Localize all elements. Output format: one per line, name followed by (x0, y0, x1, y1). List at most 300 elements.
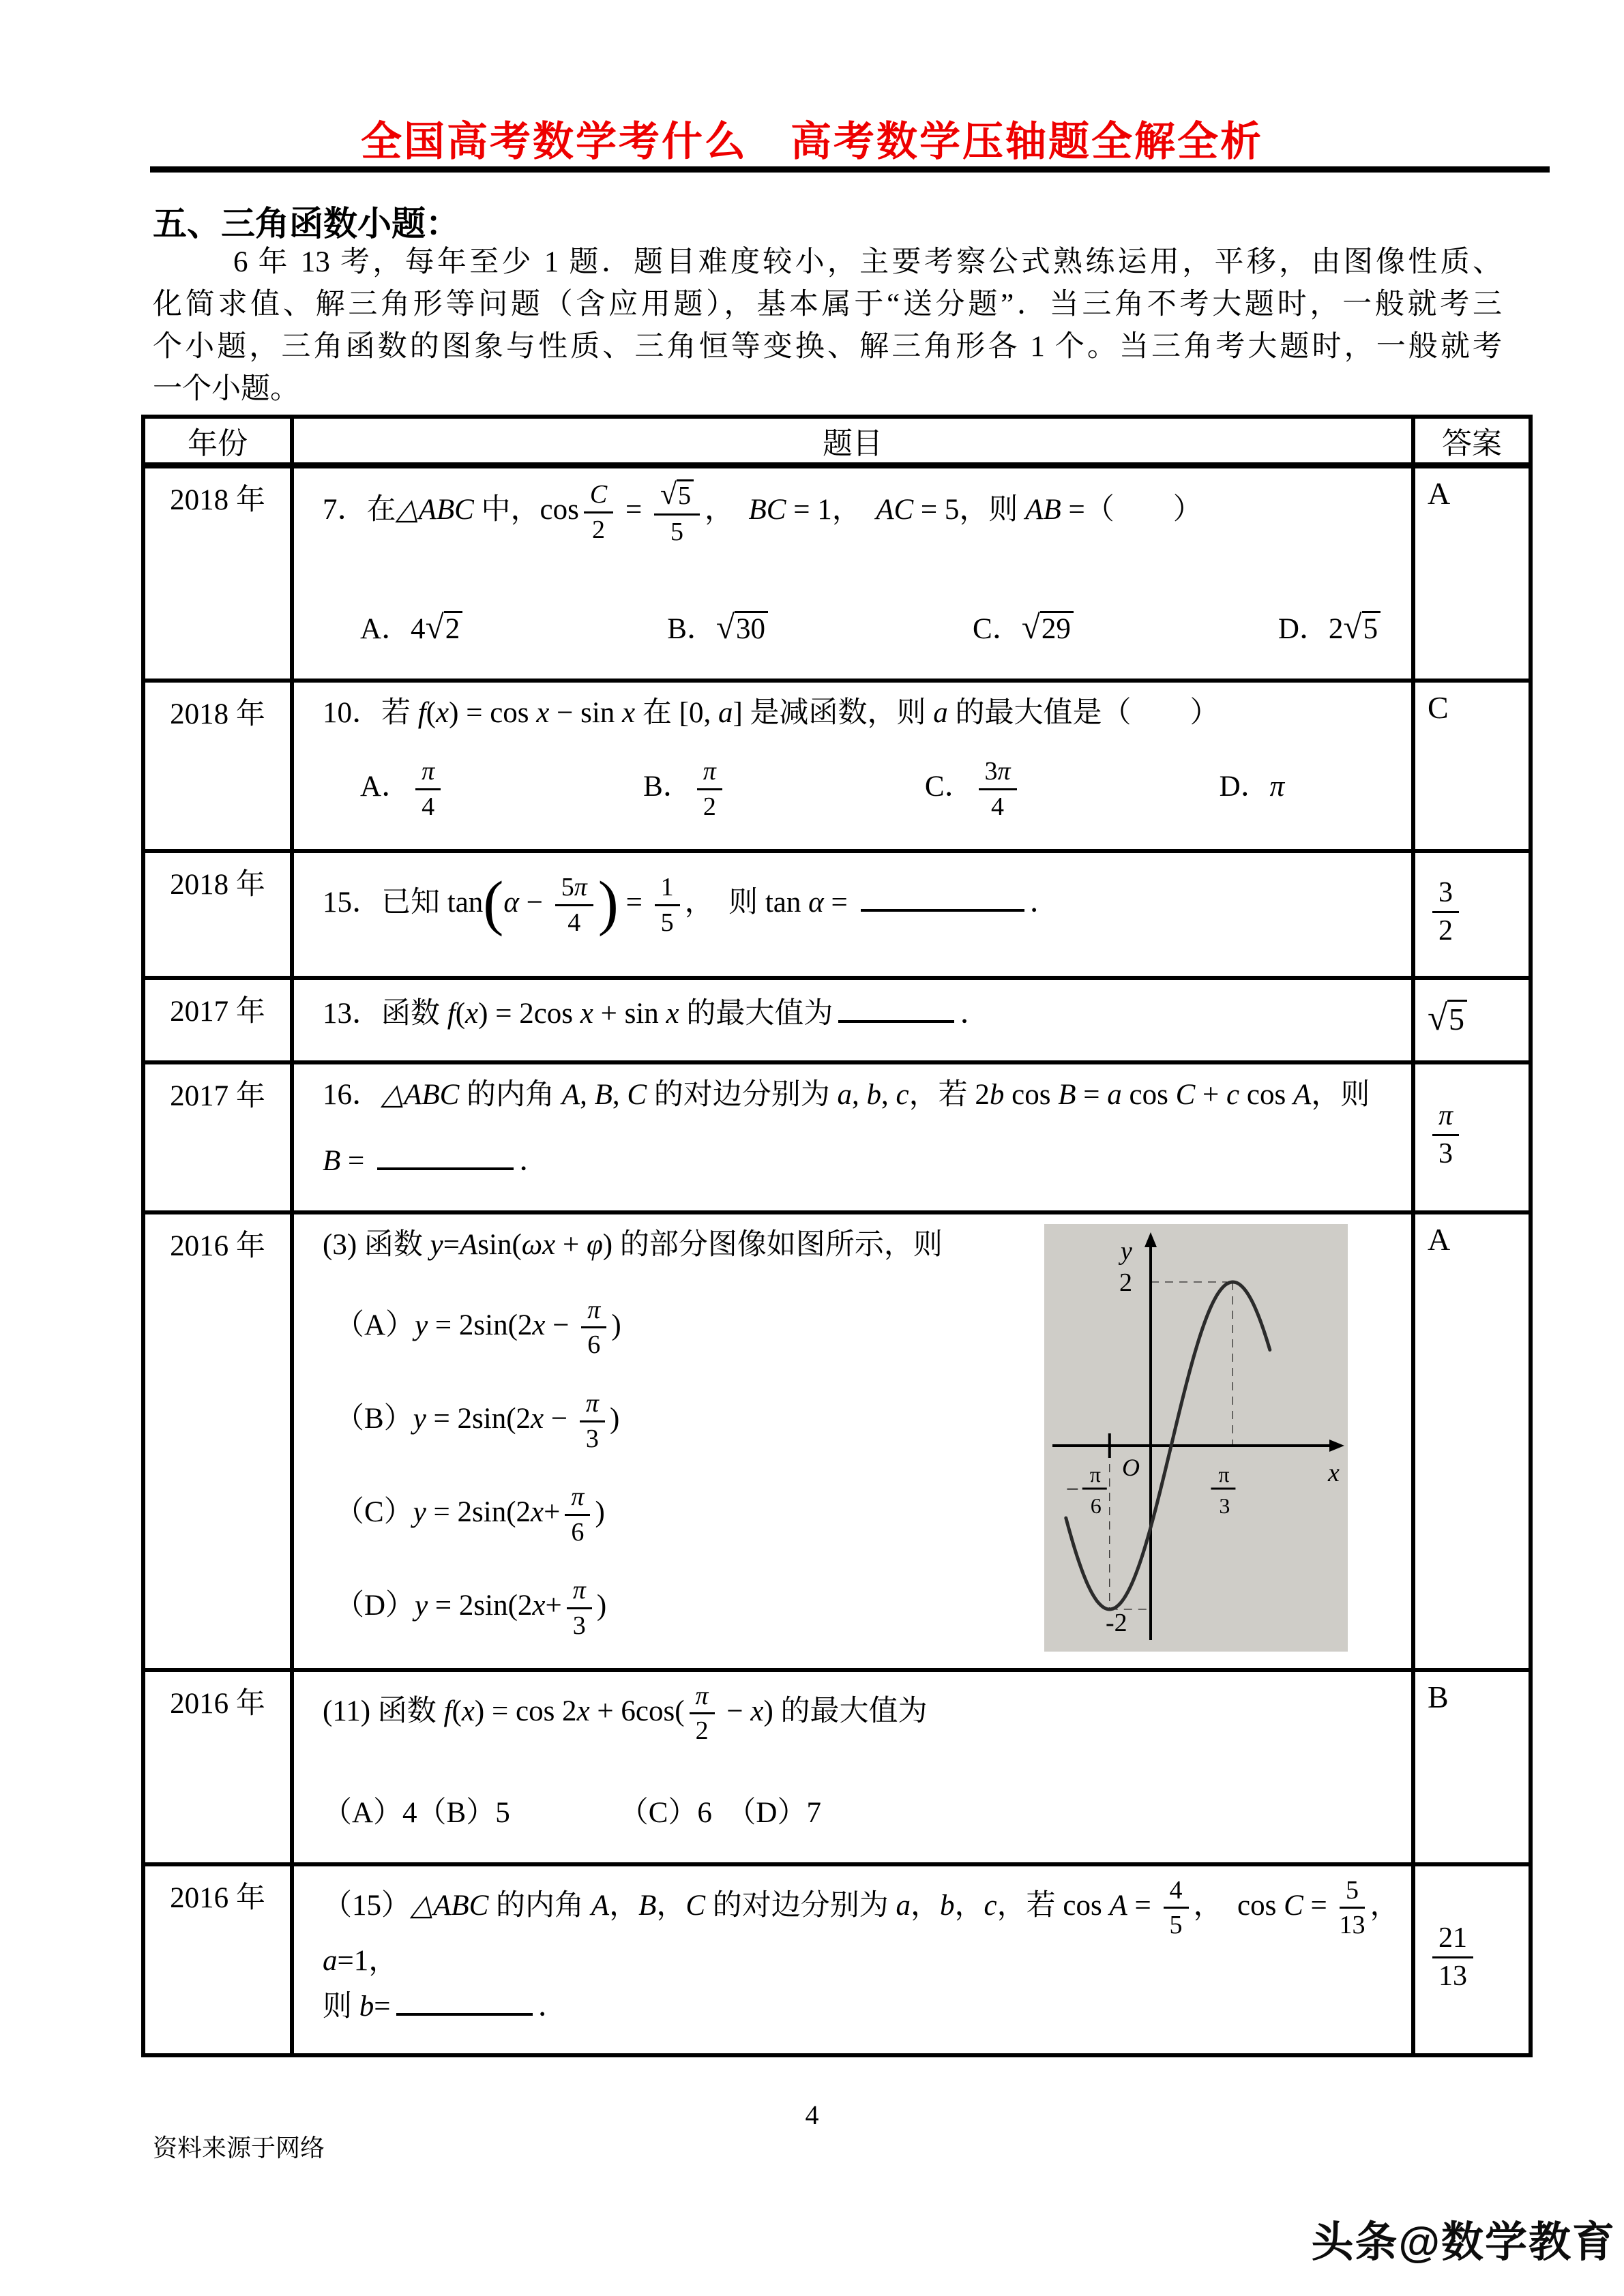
text-run: B． (667, 613, 716, 646)
radical-sign: √ (425, 608, 444, 646)
fraction-numerator (979, 757, 1017, 790)
text-run: 5 (660, 908, 674, 937)
math-variable: A (460, 1228, 478, 1261)
math-variable: b (866, 1078, 882, 1111)
text-run: C． (924, 771, 974, 803)
math-variable: a (896, 1889, 911, 1922)
text-run: ( (452, 1695, 462, 1727)
math-variable: x (666, 997, 679, 1030)
fraction-numerator (580, 1389, 605, 1422)
exam-question-table (141, 415, 1533, 2057)
answer-content (1415, 468, 1529, 675)
math-variable: C (685, 1889, 706, 1922)
pos-tick-den: 3 (1219, 1493, 1230, 1518)
text-run: 2 (1438, 915, 1453, 946)
fraction-denominator (422, 790, 434, 822)
math-variable: c (896, 1078, 909, 1111)
math-variable: x (580, 997, 593, 1030)
answer-content (1415, 683, 1529, 845)
text-run: 3 (1438, 876, 1453, 908)
math-variable: y (430, 1228, 443, 1261)
text-run: ， (1370, 1889, 1415, 1922)
text-run: ) 的最大值为 (763, 1695, 928, 1727)
math-variable: A (561, 1078, 580, 1111)
math-variable: x (536, 696, 550, 729)
source-note: 资料来源于网络 (153, 2134, 325, 2162)
year-cell: 2016 年 (143, 1670, 292, 1864)
fraction-denominator (573, 1609, 586, 1641)
math-variable: π (703, 757, 716, 786)
answer-content (1415, 1214, 1529, 1664)
text-run: 4 (422, 792, 435, 821)
table-row (143, 681, 1531, 851)
text-run: =1， (337, 1944, 398, 1977)
text-run: ， (609, 1889, 639, 1922)
text-run: 3 (585, 1424, 599, 1453)
math-variable: b (989, 1078, 1005, 1111)
math-variable: π (1269, 771, 1285, 803)
text-run: = (618, 886, 650, 919)
text-run: 中，cos (473, 494, 579, 526)
math-variable: a (323, 1944, 338, 1977)
text-run: (11) 函数 (323, 1695, 444, 1727)
math-variable: B (323, 1145, 341, 1178)
math-variable: φ (587, 1228, 603, 1261)
question-content (294, 468, 1411, 666)
text-run: 的对边分别为 (647, 1078, 838, 1111)
table-row (143, 1212, 1531, 1670)
answer-blank (377, 1137, 514, 1170)
text-run: （B） (335, 1402, 413, 1435)
text-run: 4 (1169, 1875, 1183, 1905)
question-cell (292, 978, 1413, 1062)
text-run: 3 (572, 1611, 586, 1640)
text-run: C． (973, 613, 1022, 646)
text-run: ． (537, 1991, 567, 2023)
fraction-numerator (1432, 1100, 1459, 1136)
question-cell (292, 1864, 1413, 2055)
text-run: − (518, 886, 550, 919)
math-variable: π (422, 757, 435, 786)
math-variable: x (436, 696, 449, 729)
text-run: ， (954, 1889, 984, 1922)
math-variable: AC (876, 494, 914, 526)
x-axis-label: x (1328, 1458, 1340, 1487)
text-run: , (852, 1078, 867, 1111)
text-run: ， (656, 1889, 686, 1922)
text-run: ． (960, 997, 990, 1030)
text-run: − (545, 1309, 577, 1341)
fraction-numerator (654, 478, 700, 516)
math-variable: B (1058, 1078, 1076, 1111)
sqrt-expression (715, 608, 768, 646)
text-run: , (612, 1078, 628, 1111)
text-run: 4 (567, 908, 581, 937)
page-number: 4 (805, 2100, 819, 2130)
question-line (323, 989, 1391, 1035)
table-row (143, 978, 1531, 1062)
fraction-denominator (571, 1516, 584, 1547)
table-row (143, 466, 1531, 681)
column-header-answer: 答案 (1413, 417, 1531, 466)
text-run: ) (609, 1402, 620, 1435)
fraction-denominator (661, 906, 674, 938)
math-variable: x (531, 1402, 544, 1435)
question-cell (292, 681, 1413, 851)
text-run: 15．已知 tan (323, 886, 484, 919)
text-run: 2 (695, 1716, 709, 1746)
fraction (697, 757, 722, 821)
text-run: 10．若 (323, 696, 418, 729)
text-run: − (719, 1695, 751, 1727)
year-cell: 2016 年 (143, 1864, 292, 2055)
neg-tick-minus: − (1065, 1476, 1079, 1502)
column-header-question: 题目 (292, 417, 1413, 466)
table-row (143, 1062, 1531, 1212)
fraction-denominator (1438, 1136, 1453, 1170)
fraction-denominator (586, 1422, 599, 1454)
math-variable: AB (1025, 494, 1061, 526)
radicand: 29 (1040, 611, 1074, 645)
text-run: A (1428, 476, 1451, 511)
y-min-label: -2 (1106, 1608, 1127, 1637)
text-run: ) (596, 1590, 607, 1622)
fraction (1432, 877, 1459, 947)
fraction-denominator (1340, 1909, 1365, 1940)
math-variable: α (808, 886, 824, 919)
answer-cell (1413, 851, 1531, 978)
radicand: 5 (677, 479, 694, 510)
text-run: 13．函数 (323, 997, 447, 1030)
math-variable: A (1109, 1889, 1127, 1922)
fraction-numerator (697, 757, 722, 790)
math-variable: B (638, 1889, 657, 1922)
question-cell (292, 1212, 1413, 1670)
math-variable: a (837, 1078, 853, 1111)
text-run: = 2sin(2 (428, 1590, 533, 1622)
radicand: 30 (735, 611, 768, 645)
fraction-numerator (1340, 1876, 1365, 1909)
text-run: 在 [0, (635, 696, 718, 729)
math-variable: x (750, 1695, 764, 1727)
text-run: ) = cos (449, 696, 537, 729)
text-run: + (544, 1496, 561, 1529)
intro-line: 一个小题。 (153, 373, 299, 405)
math-variable: y (413, 1402, 426, 1435)
fraction-denominator (592, 513, 605, 545)
fraction-denominator (1170, 1909, 1183, 1940)
math-variable: π (997, 757, 1011, 786)
math-variable: △ABC (381, 1078, 460, 1111)
answer-content (1415, 1672, 1529, 1858)
question-line (323, 1137, 1391, 1182)
question-line (323, 1074, 1391, 1116)
text-run: = 2sin(2 (426, 1402, 531, 1435)
text-run: 13 (1339, 1911, 1365, 1940)
text-run: ) = cos 2 (474, 1695, 577, 1727)
text-run: 1 (660, 873, 674, 902)
question-line (323, 692, 1391, 734)
math-variable: c (984, 1889, 997, 1922)
fraction (415, 757, 441, 821)
text-run: ，则 (1311, 1078, 1370, 1111)
math-variable: x (465, 997, 479, 1030)
math-variable: c (1226, 1078, 1240, 1111)
question-cell (292, 1670, 1413, 1864)
text-run: ) (595, 1496, 605, 1529)
text-run: 5 (561, 873, 574, 902)
answer-cell (1413, 1212, 1531, 1670)
sqrt-expression (425, 608, 463, 646)
math-variable: a (718, 696, 733, 729)
radical-sign: √ (715, 608, 735, 646)
fraction-denominator (991, 790, 1004, 822)
math-variable: π (572, 1576, 586, 1605)
answer-content (1415, 1866, 1529, 2049)
text-run: 5 (1169, 1911, 1183, 1940)
intro-line: 6 年 13 考，每年至少 1 题．题目难度较小，主要考察公式熟练运用，平移，由图像性质、 (233, 246, 1502, 278)
math-variable: C (589, 480, 608, 509)
question-line (323, 1875, 1415, 1982)
fraction (1432, 1100, 1459, 1170)
year-cell: 2018 年 (143, 681, 292, 851)
text-run: = 5，则 (913, 494, 1026, 526)
table-row (143, 1864, 1531, 2055)
text-run: ) (611, 1309, 621, 1341)
sqrt-expression (1021, 608, 1074, 646)
intro-line: 化简求值、解三角形等问题（含应用题），基本属于“送分题”．当三角不考大题时，一般就考三 (153, 288, 1502, 320)
math-variable: π (571, 1482, 585, 1512)
text-run: 的内角 (488, 1889, 591, 1922)
sqrt-expression (660, 478, 694, 511)
question-content (294, 1866, 1415, 2040)
text-run: D．2 (1278, 613, 1344, 646)
math-variable: C (1284, 1889, 1303, 1922)
fraction-denominator (1438, 913, 1453, 947)
math-variable: A (591, 1889, 610, 1922)
math-variable: y (413, 1496, 426, 1529)
text-run: = (1127, 1889, 1159, 1922)
fraction-numerator (655, 873, 680, 906)
text-run: , (881, 1078, 896, 1111)
option-line (323, 1792, 1391, 1834)
math-variable: π (574, 873, 587, 902)
text-run: 13 (1438, 1960, 1467, 1992)
fraction-numerator (1164, 1876, 1189, 1909)
text-run: = (1303, 1889, 1335, 1922)
text-run: = (443, 1228, 460, 1261)
option-line (323, 603, 1391, 652)
fraction-numerator (567, 1576, 592, 1609)
text-run: 3 (984, 757, 998, 786)
text-run: ) = 2cos (478, 997, 580, 1030)
fraction (654, 478, 700, 546)
math-variable: π (1438, 1099, 1453, 1131)
radicand: 2 (444, 611, 463, 645)
sqrt-expression (1428, 998, 1467, 1039)
neg-tick-num: π (1089, 1461, 1101, 1487)
text-run: − (544, 1402, 575, 1435)
exam-table-body (143, 466, 1531, 2055)
math-variable: f (443, 1695, 452, 1727)
text-run: （D） (335, 1590, 415, 1622)
text-run: 7．在 (323, 494, 396, 526)
year-cell: 2018 年 (143, 851, 292, 978)
question-content (294, 683, 1411, 835)
text-run: 5 (670, 517, 683, 546)
math-variable: y (415, 1309, 428, 1341)
answer-cell (1413, 1864, 1531, 2055)
answer-blank (838, 989, 954, 1023)
math-variable: a (933, 696, 948, 729)
year-cell: 2017 年 (143, 1062, 292, 1212)
fraction (555, 873, 593, 937)
text-run: = 2sin(2 (426, 1496, 531, 1529)
text-run: 的对边分别为 (705, 1889, 896, 1922)
text-run: 2 (703, 792, 716, 821)
text-run: = (823, 886, 855, 919)
text-run: ) 的部分图像如图所示，则 (602, 1228, 943, 1261)
option-line (323, 757, 1391, 821)
pos-tick-num: π (1218, 1461, 1230, 1487)
year-cell: 2018 年 (143, 466, 292, 681)
fraction-denominator (567, 906, 580, 938)
text-run: （C）6 （D）7 (619, 1797, 821, 1830)
fraction-numerator (565, 1482, 590, 1516)
fraction-numerator (555, 873, 593, 906)
fraction-denominator (703, 790, 716, 822)
year-cell: 2017 年 (143, 978, 292, 1062)
math-variable: x (461, 1695, 475, 1727)
answer-cell (1413, 978, 1531, 1062)
text-run: 16． (323, 1078, 381, 1111)
math-variable: f (417, 696, 426, 729)
math-variable: π (585, 1389, 599, 1418)
function-graph-figure (1044, 1224, 1348, 1652)
fraction-numerator (1432, 1922, 1473, 1958)
text-run: cos (1004, 1078, 1059, 1111)
fraction-numerator (584, 480, 613, 513)
text-run: + sin (593, 997, 666, 1030)
table-row (143, 851, 1531, 978)
question-content (294, 980, 1411, 1047)
text-run: 的最大值为 (679, 997, 833, 1030)
math-variable: △ABC (396, 494, 474, 526)
fraction (1164, 1876, 1189, 1940)
question-cell (292, 851, 1413, 978)
fraction-denominator (587, 1328, 600, 1360)
column-header-year: 年份 (143, 417, 292, 466)
text-run: cos (1239, 1078, 1293, 1111)
question-line (323, 1682, 1391, 1746)
y-max-label: 2 (1119, 1268, 1132, 1297)
text-run: ， cos (1193, 1889, 1284, 1922)
radicand: 5 (1362, 611, 1381, 645)
text-run: 21 (1438, 1922, 1467, 1954)
math-variable: ωx (521, 1228, 556, 1261)
question-cell (292, 1062, 1413, 1212)
math-variable: α (503, 886, 519, 919)
math-variable: f (447, 997, 456, 1030)
text-run: , (580, 1078, 595, 1111)
radicand: 5 (1447, 1000, 1467, 1037)
answer-cell (1413, 681, 1531, 851)
question-line: 15．已知 tan(α − $\frac{5\pi}{4}$ ) = $\frac{1}{5}$ ， 则 tan α = ． (323, 868, 1059, 937)
question-content (294, 853, 1411, 962)
answer-blank (396, 1982, 533, 2016)
text-run: 6 (587, 1330, 601, 1360)
text-run: = 1， (786, 494, 876, 526)
fraction-denominator (1438, 1958, 1467, 1993)
text-run: B (1428, 1679, 1449, 1714)
text-run: ． (1029, 886, 1059, 919)
text-run: 6 (571, 1517, 585, 1547)
answer-cell (1413, 1670, 1531, 1864)
math-variable: A (1293, 1078, 1312, 1111)
math-variable: x (532, 1309, 546, 1341)
watermark: 头条@数学教育 (1311, 2219, 1616, 2266)
answer-content (1415, 1064, 1529, 1206)
text-run: (3) 函数 (323, 1228, 430, 1261)
math-variable: B (594, 1078, 612, 1111)
radical-sign: √ (1428, 998, 1448, 1038)
question-content (294, 1672, 1411, 1849)
text-run: ， (704, 494, 749, 526)
math-variable: △ABC (411, 1889, 489, 1922)
math-variable: y (415, 1590, 428, 1622)
fraction (565, 1482, 590, 1547)
math-variable: a (1107, 1078, 1122, 1111)
text-run: = (340, 1145, 372, 1178)
text-run: ，若 2 (909, 1078, 990, 1111)
question-line (323, 478, 1391, 546)
text-run: =（ ） (1061, 494, 1202, 526)
table-header-row (143, 417, 1531, 466)
text-run: ，若 cos (996, 1889, 1110, 1922)
text-run: 4 (991, 792, 1005, 821)
fraction (584, 480, 613, 544)
math-variable: C (1175, 1078, 1196, 1111)
math-variable: π (587, 1295, 601, 1324)
text-run: = (1076, 1078, 1108, 1111)
y-axis-label: y (1121, 1236, 1132, 1266)
answer-cell (1413, 466, 1531, 681)
math-variable: x (532, 1590, 546, 1622)
intro-paragraph (153, 241, 1502, 411)
sqrt-expression (1343, 608, 1381, 646)
text-run: （A） (335, 1309, 415, 1341)
text-run: 2 (592, 515, 606, 544)
year-cell: 2016 年 (143, 1212, 292, 1670)
math-variable: b (359, 1991, 374, 2023)
fraction (690, 1682, 715, 1746)
radical-sign: √ (1343, 608, 1362, 646)
text-run: 的内角 (459, 1078, 562, 1111)
radical-sign: √ (660, 478, 677, 511)
text-run: cos (1121, 1078, 1176, 1111)
neg-tick-den: 6 (1090, 1493, 1102, 1518)
question-line (323, 1982, 1391, 2028)
text-run: + 6cos( (589, 1695, 685, 1727)
text-run: （C） (335, 1496, 413, 1529)
text-run: B． (643, 771, 692, 803)
answer-blank (861, 878, 1024, 912)
fraction-numerator (581, 1296, 606, 1329)
text-run: + (545, 1590, 562, 1622)
fraction-numerator (690, 1682, 715, 1715)
math-variable: BC (748, 494, 786, 526)
text-run: − sin (549, 696, 623, 729)
